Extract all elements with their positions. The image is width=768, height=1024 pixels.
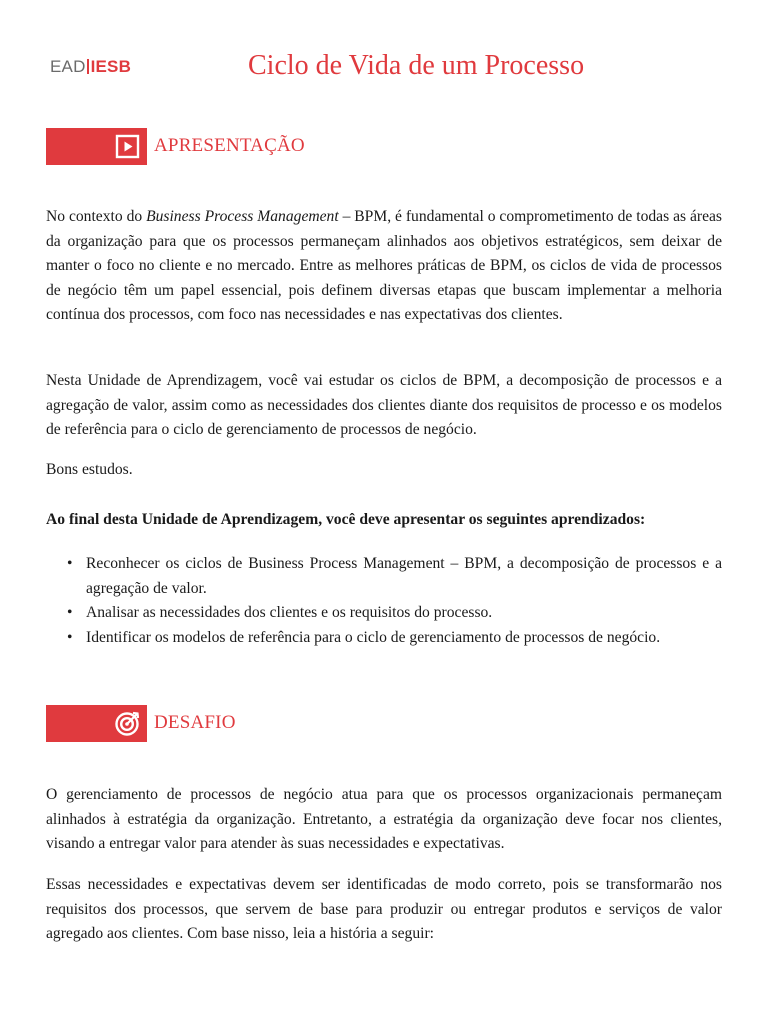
list-item [46, 552, 722, 601]
play-icon [114, 133, 141, 160]
bullet-marker: • [67, 604, 73, 621]
logo-separator [87, 59, 89, 74]
list-item [46, 601, 722, 626]
section-desafio [46, 705, 446, 742]
target-icon [114, 710, 141, 737]
objective-text: Identificar os modelos de referência para o ciclo de gerenciamento de processos de negócio. [86, 628, 661, 646]
intro-paragraph-3: Bons estudos. [46, 461, 133, 478]
intro-paragraph-2: Nesta Unidade de Aprendizagem, você vai estudar os ciclos de BPM, a decomposição de processos e a agregação de valor, assim como as necessidades dos clientes diante dos requisitos de processo e os modelos de referência para o ciclo de gerenciamento de processos de negócio. [46, 372, 722, 438]
objectives-list [46, 552, 722, 650]
intro-p1-start: No contexto do [46, 208, 147, 225]
bullet-marker: • [67, 628, 73, 646]
intro-p1-rest: – BPM, é fundamental o comprometimento de todas as áreas da organização para que os processos permaneçam alinhados aos objetivos estratégicos, sem deixar de manter o foco no cliente e no mercado. Entre as melhores práticas de BPM, os ciclos de vida de processos de negócio têm um papel essencial, pois definem diversas etapas que buscam implementar a melhoria contínua dos processos, com foco nas necessidades e nas expectativas dos clientes. [46, 208, 723, 323]
challenge-paragraph-1: O gerenciamento de processos de negócio atua para que os processos organizacionais permaneçam alinhados à estratégia da organização. Entretanto, a estratégia da organização deve focar nos clientes, visando a entregar valor para atender às suas necessidades e expectativas. [46, 786, 722, 852]
objectives-heading: Ao final desta Unidade de Aprendizagem, você deve apresentar os seguintes aprendizados: [46, 511, 646, 528]
page-title: Ciclo de Vida de um Processo [248, 50, 585, 81]
section-apresentacao [46, 128, 446, 165]
section-desafio-bar [46, 705, 147, 742]
objective-text: Reconhecer os ciclos de Business Process Management – BPM, a decomposição de processos e a agregação de valor. [86, 555, 722, 597]
objective-text: Analisar as necessidades dos clientes e os requisitos do processo. [86, 604, 493, 621]
section-desafio-label: DESAFIO [154, 712, 236, 733]
bullet-marker: • [67, 555, 73, 572]
logo-iesb-text: IESB [90, 57, 132, 76]
page-header [46, 46, 726, 88]
section-apresentacao-label: APRESENTAÇÃO [154, 135, 305, 156]
section-apresentacao-bar [46, 128, 147, 165]
challenge-paragraph-2: Essas necessidades e expectativas devem ser identificadas de modo correto, pois se transformarão nos requisitos dos processos, que servem de base para produzir ou entregar produtos e serviços de valor agregado aos clientes. Com base nisso, leia a história a seguir: [46, 876, 722, 942]
logo-ead-text: EAD [50, 57, 86, 76]
ead-iesb-logo [50, 57, 131, 77]
list-item [46, 626, 722, 651]
intro-paragraph-1 [46, 205, 722, 328]
intro-p1-emphasis: Business Process Management [146, 208, 339, 225]
